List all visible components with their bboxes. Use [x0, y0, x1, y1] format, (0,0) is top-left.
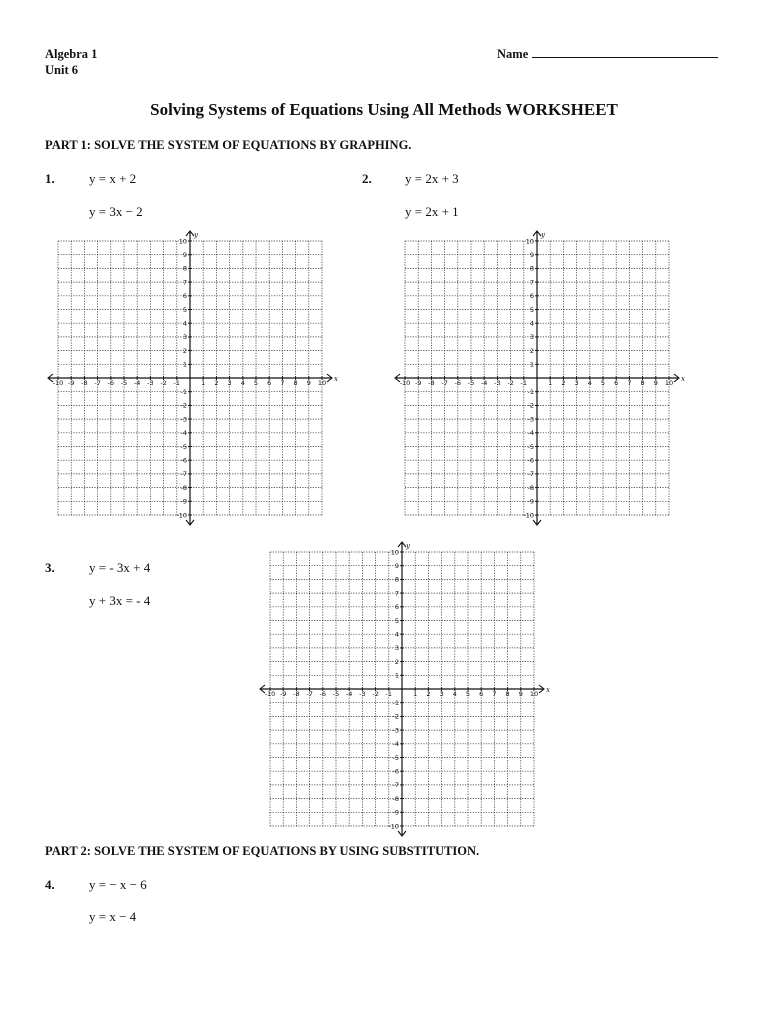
- y-tick-label: -2: [392, 712, 399, 721]
- y-tick-label: -1: [180, 388, 187, 396]
- y-tick-label: -4: [392, 740, 399, 749]
- y-tick-label: -7: [180, 470, 187, 479]
- y-tick-label: -4: [527, 429, 534, 438]
- y-tick-label: 8: [529, 264, 534, 273]
- y-tick-label: 7: [529, 278, 534, 287]
- y-tick-label: 2: [394, 657, 399, 666]
- y-tick-label: 4: [182, 319, 187, 328]
- x-tick-label: -1: [173, 379, 181, 387]
- x-tick-label: -6: [107, 379, 115, 387]
- y-tick-label: -2: [180, 401, 187, 410]
- problem-3-equation-1: y = - 3x + 4: [89, 560, 151, 575]
- x-tick-label: -7: [306, 690, 313, 698]
- page-title: Solving Systems of Equations Using All Methods WORKSHEET: [150, 100, 618, 119]
- y-tick-label: -10: [523, 511, 534, 520]
- problem-2-equation-1: y = 2x + 3: [405, 171, 459, 186]
- y-tick-label: -1: [392, 699, 399, 707]
- y-tick-label: 8: [182, 264, 187, 273]
- x-tick-label: 3: [574, 379, 579, 387]
- y-tick-label: 9: [182, 251, 187, 259]
- y-tick-label: -6: [392, 767, 399, 776]
- course-label: Algebra 1: [45, 47, 98, 61]
- x-tick-label: -8: [81, 379, 88, 387]
- y-tick-label: -5: [527, 442, 534, 451]
- y-tick-label: 9: [529, 251, 534, 259]
- part2-heading: PART 2: SOLVE THE SYSTEM OF EQUATIONS BY USING SUBSTITUTION.: [45, 844, 480, 858]
- x-tick-label: -3: [359, 690, 366, 698]
- y-tick-label: -8: [527, 483, 534, 492]
- x-tick-label: 10: [317, 379, 327, 387]
- x-tick-label: 8: [505, 690, 510, 698]
- y-tick-label: 5: [529, 305, 534, 314]
- x-tick-label: 9: [306, 379, 311, 387]
- x-tick-label: -5: [467, 379, 475, 387]
- x-tick-label: -5: [120, 379, 128, 387]
- x-tick-label: 10: [664, 379, 674, 387]
- y-tick-label: -2: [527, 401, 534, 410]
- y-tick-label: 10: [178, 237, 187, 246]
- y-tick-label: 10: [525, 237, 534, 246]
- x-tick-label: 4: [452, 690, 457, 698]
- x-tick-label: 5: [465, 690, 471, 698]
- x-tick-label: 5: [600, 379, 606, 387]
- x-tick-label: -6: [454, 379, 462, 387]
- y-tick-label: -1: [527, 388, 534, 396]
- x-tick-label: -2: [372, 690, 379, 698]
- y-tick-label: -3: [180, 415, 187, 424]
- y-tick-label: 3: [529, 333, 534, 342]
- y-tick-label: 2: [529, 346, 534, 355]
- name-label: Name: [497, 47, 529, 61]
- x-axis-label: x: [334, 375, 338, 383]
- y-tick-label: -10: [176, 511, 187, 520]
- y-tick-label: -3: [392, 726, 399, 735]
- x-tick-label: 2: [561, 379, 566, 387]
- x-tick-label: 6: [479, 690, 484, 698]
- y-tick-label: -9: [180, 497, 187, 506]
- problem-4-equation-2: y = x − 4: [89, 909, 137, 924]
- y-tick-label: 3: [182, 333, 187, 342]
- y-tick-label: 1: [182, 360, 187, 369]
- y-tick-label: -3: [527, 415, 534, 424]
- x-tick-label: -6: [319, 690, 327, 698]
- x-tick-label: -4: [133, 379, 141, 387]
- x-tick-label: -7: [441, 379, 448, 387]
- y-tick-label: -6: [180, 456, 187, 465]
- x-tick-label: 10: [529, 690, 539, 698]
- x-tick-label: -4: [480, 379, 488, 387]
- y-tick-label: 5: [182, 305, 187, 314]
- x-tick-label: 9: [518, 690, 523, 698]
- x-tick-label: 4: [240, 379, 245, 387]
- y-tick-label: -10: [388, 822, 399, 831]
- x-tick-label: -9: [67, 379, 75, 387]
- x-tick-label: 7: [627, 379, 632, 387]
- problem-3-number: 3.: [45, 560, 55, 575]
- x-tick-label: 3: [227, 379, 232, 387]
- y-tick-label: -8: [392, 794, 399, 803]
- y-tick-label: 6: [529, 292, 534, 301]
- x-tick-label: 6: [614, 379, 619, 387]
- x-tick-label: -8: [428, 379, 435, 387]
- name-field[interactable]: [497, 47, 718, 62]
- x-tick-label: 8: [640, 379, 645, 387]
- y-tick-label: -4: [180, 429, 187, 438]
- y-tick-label: 1: [529, 360, 534, 369]
- problem-3-equation-2: y + 3x = - 4: [89, 593, 151, 608]
- x-tick-label: 2: [214, 379, 219, 387]
- y-tick-label: 8: [394, 575, 399, 584]
- name-blank-line[interactable]: [532, 47, 718, 58]
- x-tick-label: 1: [548, 379, 553, 387]
- y-tick-label: 1: [394, 671, 399, 680]
- problem-2-equation-2: y = 2x + 1: [405, 204, 459, 219]
- x-tick-label: 6: [267, 379, 272, 387]
- x-tick-label: -3: [494, 379, 501, 387]
- x-tick-label: 4: [587, 379, 592, 387]
- coordinate-grid-2: [393, 229, 685, 525]
- y-tick-label: 5: [394, 616, 399, 625]
- y-tick-label: -6: [527, 456, 534, 465]
- y-tick-label: -8: [180, 483, 187, 492]
- x-tick-label: -3: [147, 379, 154, 387]
- x-tick-label: -10: [399, 379, 411, 387]
- coordinate-grid-1: [46, 229, 338, 525]
- x-tick-label: 1: [201, 379, 206, 387]
- x-tick-label: -9: [279, 690, 287, 698]
- x-tick-label: -4: [345, 690, 353, 698]
- problem-1-number: 1.: [45, 171, 55, 186]
- coordinate-grid-3: [258, 540, 550, 836]
- x-tick-label: -8: [293, 690, 300, 698]
- x-tick-label: 8: [293, 379, 298, 387]
- problem-2-number: 2.: [362, 171, 372, 186]
- y-tick-label: 4: [529, 319, 534, 328]
- unit-label: Unit 6: [45, 63, 78, 77]
- y-tick-label: 3: [394, 644, 399, 653]
- y-tick-label: 6: [394, 603, 399, 612]
- y-tick-label: 9: [394, 562, 399, 570]
- y-tick-label: 6: [182, 292, 187, 301]
- y-tick-label: -7: [527, 470, 534, 479]
- problem-4-number: 4.: [45, 877, 55, 892]
- problem-1-equation-1: y = x + 2: [89, 171, 137, 186]
- y-tick-label: -9: [392, 808, 399, 817]
- x-tick-label: -10: [264, 690, 276, 698]
- y-tick-label: 2: [182, 346, 187, 355]
- x-tick-label: -1: [520, 379, 528, 387]
- y-tick-label: -7: [392, 781, 399, 790]
- y-tick-label: 7: [182, 278, 187, 287]
- y-tick-label: 7: [394, 589, 399, 598]
- x-tick-label: 5: [253, 379, 259, 387]
- y-axis-label: y: [541, 231, 545, 239]
- x-tick-label: 7: [492, 690, 497, 698]
- part1-heading: PART 1: SOLVE THE SYSTEM OF EQUATIONS BY GRAPHING.: [45, 138, 412, 152]
- y-tick-label: 10: [390, 548, 399, 557]
- x-tick-label: -9: [414, 379, 422, 387]
- x-tick-label: 2: [426, 690, 431, 698]
- x-tick-label: -2: [160, 379, 167, 387]
- x-tick-label: 3: [439, 690, 444, 698]
- x-axis-label: x: [681, 375, 685, 383]
- x-tick-label: -2: [507, 379, 514, 387]
- y-tick-label: 4: [394, 630, 399, 639]
- y-tick-label: -9: [527, 497, 534, 506]
- x-axis-label: x: [546, 686, 550, 694]
- y-tick-label: -5: [392, 753, 399, 762]
- y-tick-label: -5: [180, 442, 187, 451]
- x-tick-label: -10: [52, 379, 64, 387]
- x-tick-label: -1: [385, 690, 393, 698]
- problem-1-equation-2: y = 3x − 2: [89, 204, 143, 219]
- y-axis-label: y: [194, 231, 198, 239]
- x-tick-label: 1: [413, 690, 418, 698]
- problem-4-equation-1: y = − x − 6: [89, 877, 147, 892]
- x-tick-label: 9: [653, 379, 658, 387]
- x-tick-label: -7: [94, 379, 101, 387]
- x-tick-label: 7: [280, 379, 285, 387]
- y-axis-label: y: [406, 542, 410, 550]
- x-tick-label: -5: [332, 690, 340, 698]
